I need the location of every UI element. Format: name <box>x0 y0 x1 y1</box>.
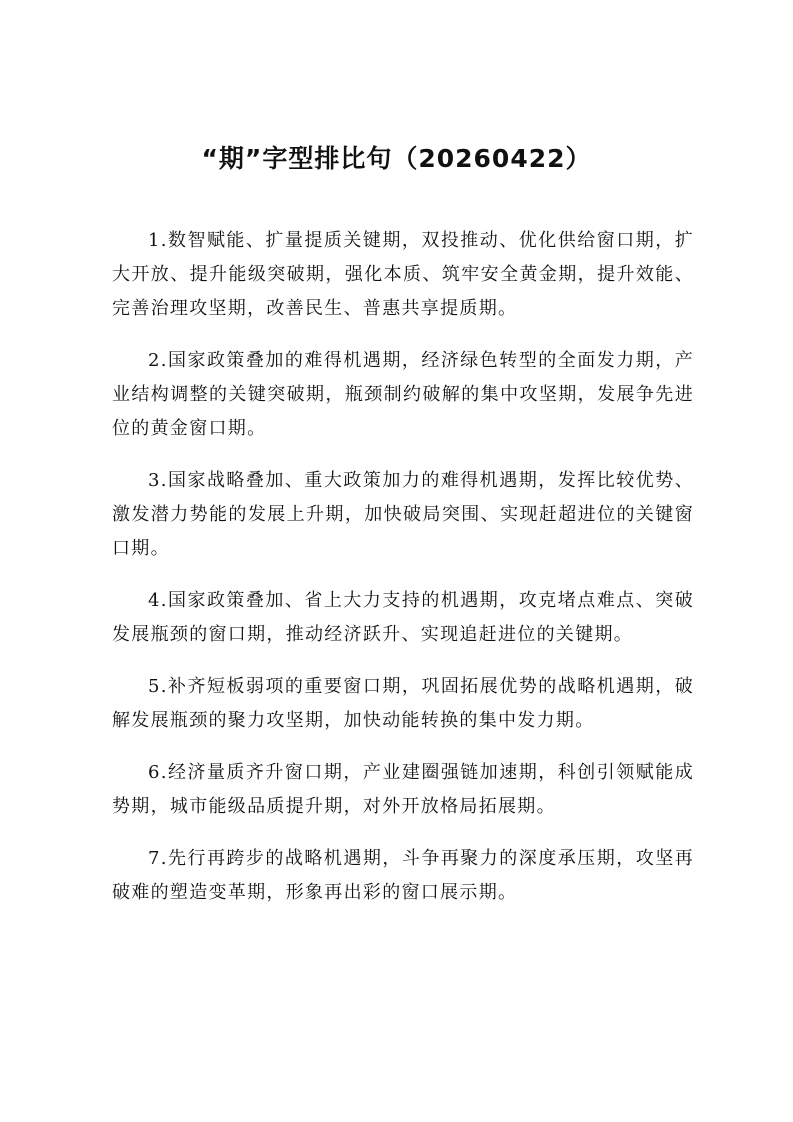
paragraph-4: 4.国家政策叠加、省上大力支持的机遇期，攻克堵点难点、突破发展瓶颈的窗口期，推动经济跃升、实现追赶进位的关键期。 <box>112 590 694 645</box>
paragraph-2: 2.国家政策叠加的难得机遇期，经济绿色转型的全面发力期，产业结构调整的关键突破期，瓶颈制约破解的集中攻坚期，发展争先进位的黄金窗口期。 <box>112 350 694 439</box>
paragraph-5: 5.补齐短板弱项的重要窗口期，巩固拓展优势的战略机遇期，破解发展瓶颈的聚力攻坚期，加快动能转换的集中发力期。 <box>112 676 694 731</box>
paragraph-1: 1.数智赋能、扩量提质关键期，双投推动、优化供给窗口期，扩大开放、提升能级突破期，强化本质、筑牢安全黄金期，提升效能、完善治理攻坚期，改善民生、普惠共享提质期。 <box>112 230 694 319</box>
document-body <box>112 224 694 928</box>
paragraph-7: 7.先行再跨步的战略机遇期，斗争再聚力的深度承压期，攻坚再破难的塑造变革期，形象再出彩的窗口展示期。 <box>112 848 694 903</box>
paragraph-6: 6.经济量质齐升窗口期，产业建圈强链加速期，科创引领赋能成势期，城市能级品质提升期，对外开放格局拓展期。 <box>112 762 694 817</box>
document-title: “期”字型排比句（20260422） <box>201 144 592 173</box>
paragraph-3: 3.国家战略叠加、重大政策加力的难得机遇期，发挥比较优势、激发潜力势能的发展上升期，加快破局突围、实现赶超进位的关键窗口期。 <box>112 470 694 559</box>
